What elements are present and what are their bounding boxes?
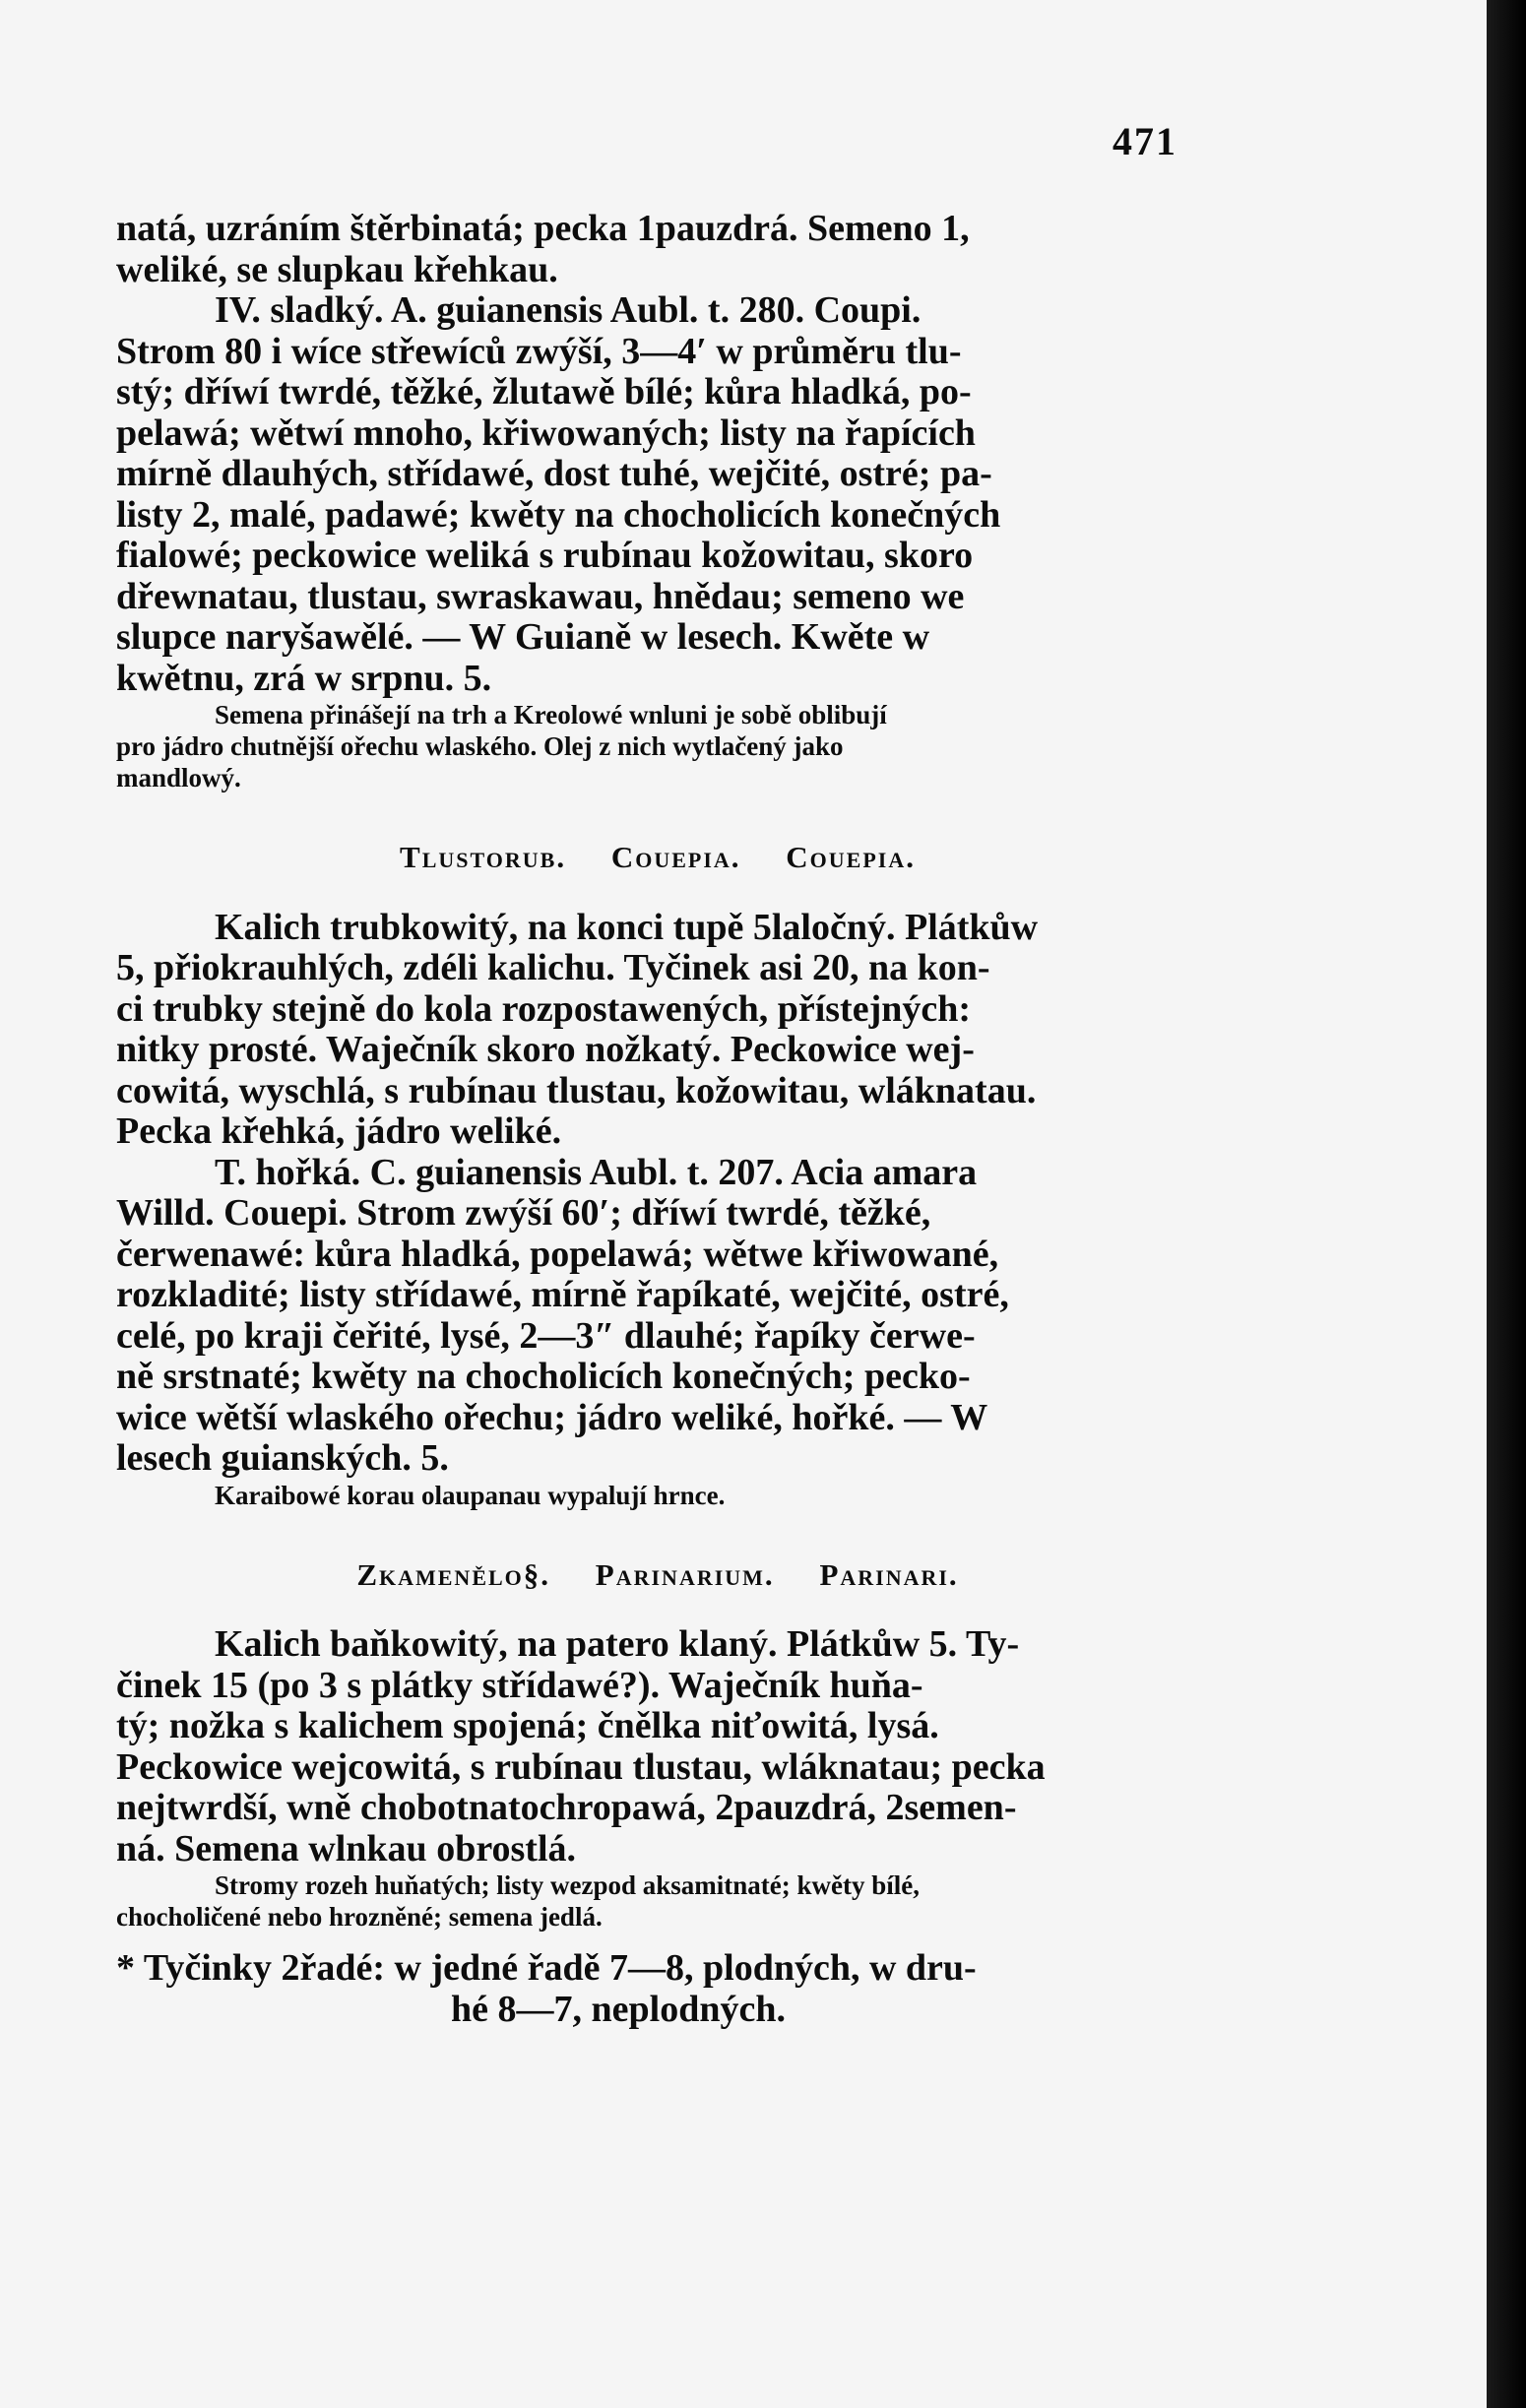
text-line: Kalich baňkowitý, na patero klaný. Plátkůw 5. Ty- [215,1623,1020,1665]
text-line: T. hořká. C. guianensis Aubl. t. 207. Acia amara [215,1151,978,1193]
text-line: nitky prosté. Waječník skoro nožkatý. Peckowice wej- [116,1029,975,1070]
note-line: Semena přinášejí na trh a Kreolowé wnluni je sobě oblibují [215,700,887,729]
footnote [116,1948,1199,2030]
text-line: listy 2, malé, padawé; kwěty na chocholicích konečných [116,493,1001,536]
text-line: rozkladité; listy střídawé, mírně řapíkaté, wejčité, ostré, [116,1274,1009,1315]
text-line: 5, přiokrauhlých, zdéli kalichu. Tyčinek asi 20, na kon- [116,947,990,988]
text-line: natá, uzráním štěrbinatá; pecka 1pauzdrá. Semeno 1, [116,208,970,249]
heading-french: Couepia. [786,840,916,874]
heading-czech: Tlustorub. [400,840,567,874]
text-line: IV. sladký. A. guianensis Aubl. t. 280. Coupi. [215,289,922,331]
note-line: mandlowý. [116,763,241,792]
heading-french: Parinari. [819,1556,959,1592]
text-line: stý; dříwí twrdé, těžké, žlutawě bílé; kůra hladká, po- [116,371,972,412]
note-line: Stromy rozeh huňatých; listy wezpod aksamitnaté; kwěty bílé, [215,1870,920,1900]
text-line: pelawá; wětwí mnoho, křiwowaných; listy na řapících [116,412,976,454]
text-line: Kalich trubkowitý, na konci tupě 5laločný. Plátkůw [215,906,1039,948]
text-line: celé, po kraji čeřité, lysé, 2—3″ dlauhé; řapíky čerwe- [116,1314,976,1357]
heading-latin: Parinarium. [595,1556,775,1592]
text-line: ně srstnaté; kwěty na chocholicích konečných; pecko- [116,1356,971,1397]
text-line: dřewnatau, tlustau, swraskawau, hnědau; semeno we [116,575,965,617]
scan-edge [1487,0,1526,2408]
text-line: Strom 80 i wíce střewíců zwýší, 3—4′ w průměru tlu- [116,330,962,372]
page-number: 471 [1113,119,1177,163]
text-line: tý; nožka s kalichem spojená; čnělka niťowitá, lysá. [116,1705,939,1746]
section-heading [116,837,1199,878]
footnote-line: hé 8—7, neplodných. [451,1988,786,2030]
section-heading [116,1554,1199,1596]
text-line: čerwenawé: kůra hladká, popelawá; wětwe křiwowané, [116,1233,999,1275]
text-line: cowitá, wyschlá, s rubínau tlustau, kožowitau, wláknatau. [116,1069,1037,1111]
text-line: kwětnu, zrá w srpnu. 5. [116,657,492,699]
text-line: wice wětší wlaského ořechu; jádro weliké, hořké. — W [116,1396,988,1438]
text-line: činek 15 (po 3 s plátky střídawé?). Waječník huňa- [116,1664,923,1706]
text-line: mírně dlauhých, střídawé, dost tuhé, wejčité, ostré; pa- [116,453,992,494]
text-line: ci trubky stejně do kola rozpostawených, přístejných: [116,987,972,1030]
note-line: chocholičené nebo hrozněné; semena jedlá. [116,1902,603,1932]
text-line: fialowé; peckowice weliká s rubínau kožowitau, skoro [116,535,974,576]
text-line: weliké, se slupkau křehkau. [116,248,558,290]
text-line: lesech guianských. 5. [116,1437,449,1479]
text-line: slupce naryšawělé. — W Guianě w lesech. Kwěte w [116,616,930,658]
text-line: ná. Semena wlnkau obrostlá. [116,1827,577,1869]
note-line: pro jádro chutnější ořechu wlaského. Olej z nich wytlačený jako [116,731,844,761]
text-line: Willd. Couepi. Strom zwýší 60′; dříwí twrdé, těžké, [116,1192,931,1234]
heading-czech: Zkamenělo§. [356,1556,551,1592]
note-line: Karaibowé korau olaupanau wypalují hrnce. [215,1480,726,1510]
page-text [116,209,1199,2030]
footnote-line: * Tyčinky 2řadé: w jedné řadě 7—8, plodných, w dru- [116,1947,977,1989]
text-line: nejtwrdší, wně chobotnatochropawá, 2pauzdrá, 2semen- [116,1787,1017,1828]
heading-latin: Couepia. [610,840,741,874]
text-line: Peckowice wejcowitá, s rubínau tlustau, wláknatau; pecka [116,1745,1046,1788]
text-line: Pecka křehká, jádro weliké. [116,1110,562,1152]
